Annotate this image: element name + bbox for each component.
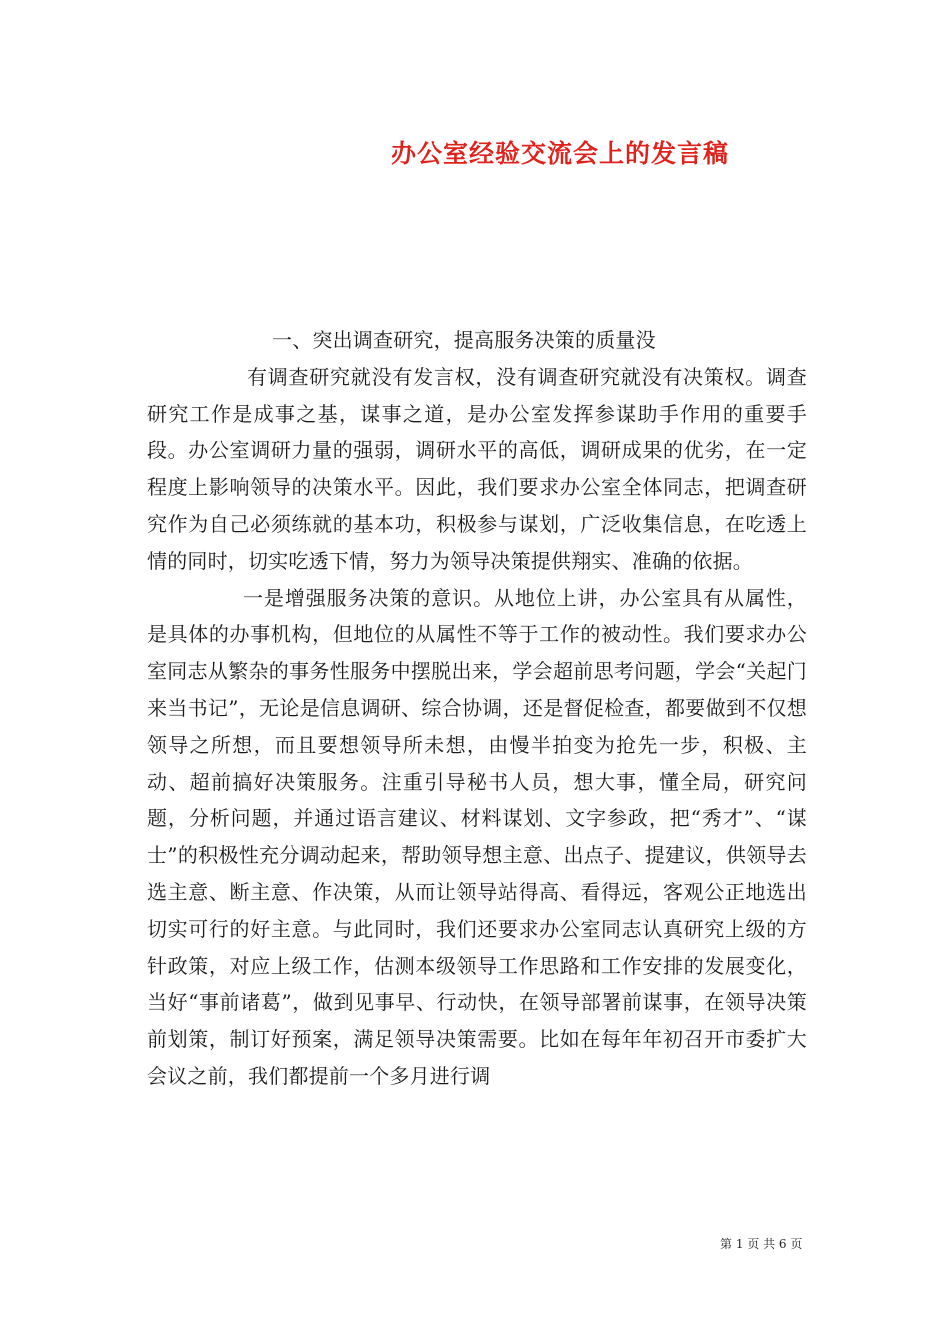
document-body: [147, 322, 807, 1095]
document-title: 办公室经验交流会上的发言稿: [390, 139, 729, 168]
section-heading: 一、突出调查研究，提高服务决策的质量没: [272, 328, 656, 352]
paragraph: 有调查研究就没有发言权，没有调查研究就没有决策权。调查研究工作是成事之基，谋事之道，是办公室发挥参谋助手作用的重要手段。办公室调研力量的强弱，调研水平的高低，调研成果的优劣，在一定程度上影响领导的决策水平。因此，我们要求办公室全体同志，把调查研究作为自己必须练就的基本功，积极参与谋划，广泛收集信息，在吃透上情的同时，切实吃透下情，努力为领导决策提供翔实、准确的依据。: [147, 364, 807, 573]
paragraph: 一是增强服务决策的意识。从地位上讲，办公室具有从属性，是具体的办事机构，但地位的从属性不等于工作的被动性。我们要求办公室同志从繁杂的事务性服务中摆脱出来，学会超前思考问题，学会“关起门来当书记”，无论是信息调研、综合协调，还是督促检查，都要做到不仅想领导之所想，而且要想领导所未想，由慢半拍变为抢先一步，积极、主动、超前搞好决策服务。注重引导秘书人员，想大事，懂全局，研究问题，分析问题，并通过语言建议、材料谋划、文字参政，把“秀才”、“谋士”的积极性充分调动起来，帮助领导想主意、出点子、提建议，供领导去选主意、断主意、作决策，从而让领导站得高、看得远，客观公正地选出切实可行的好主意。与此同时，我们还要求办公室同志认真研究上级的方针政策，对应上级工作，估测本级领导工作思路和工作安排的发展变化，当好“事前诸葛”，做到见事早、行动快，在领导部署前谋事，在领导决策前划策，制订好预案，满足领导决策需要。比如在每年年初召开市委扩大会议之前，我们都提前一个多月进行调: [147, 585, 807, 1088]
page-number: 第 1 页 共 6 页: [720, 1237, 803, 1251]
